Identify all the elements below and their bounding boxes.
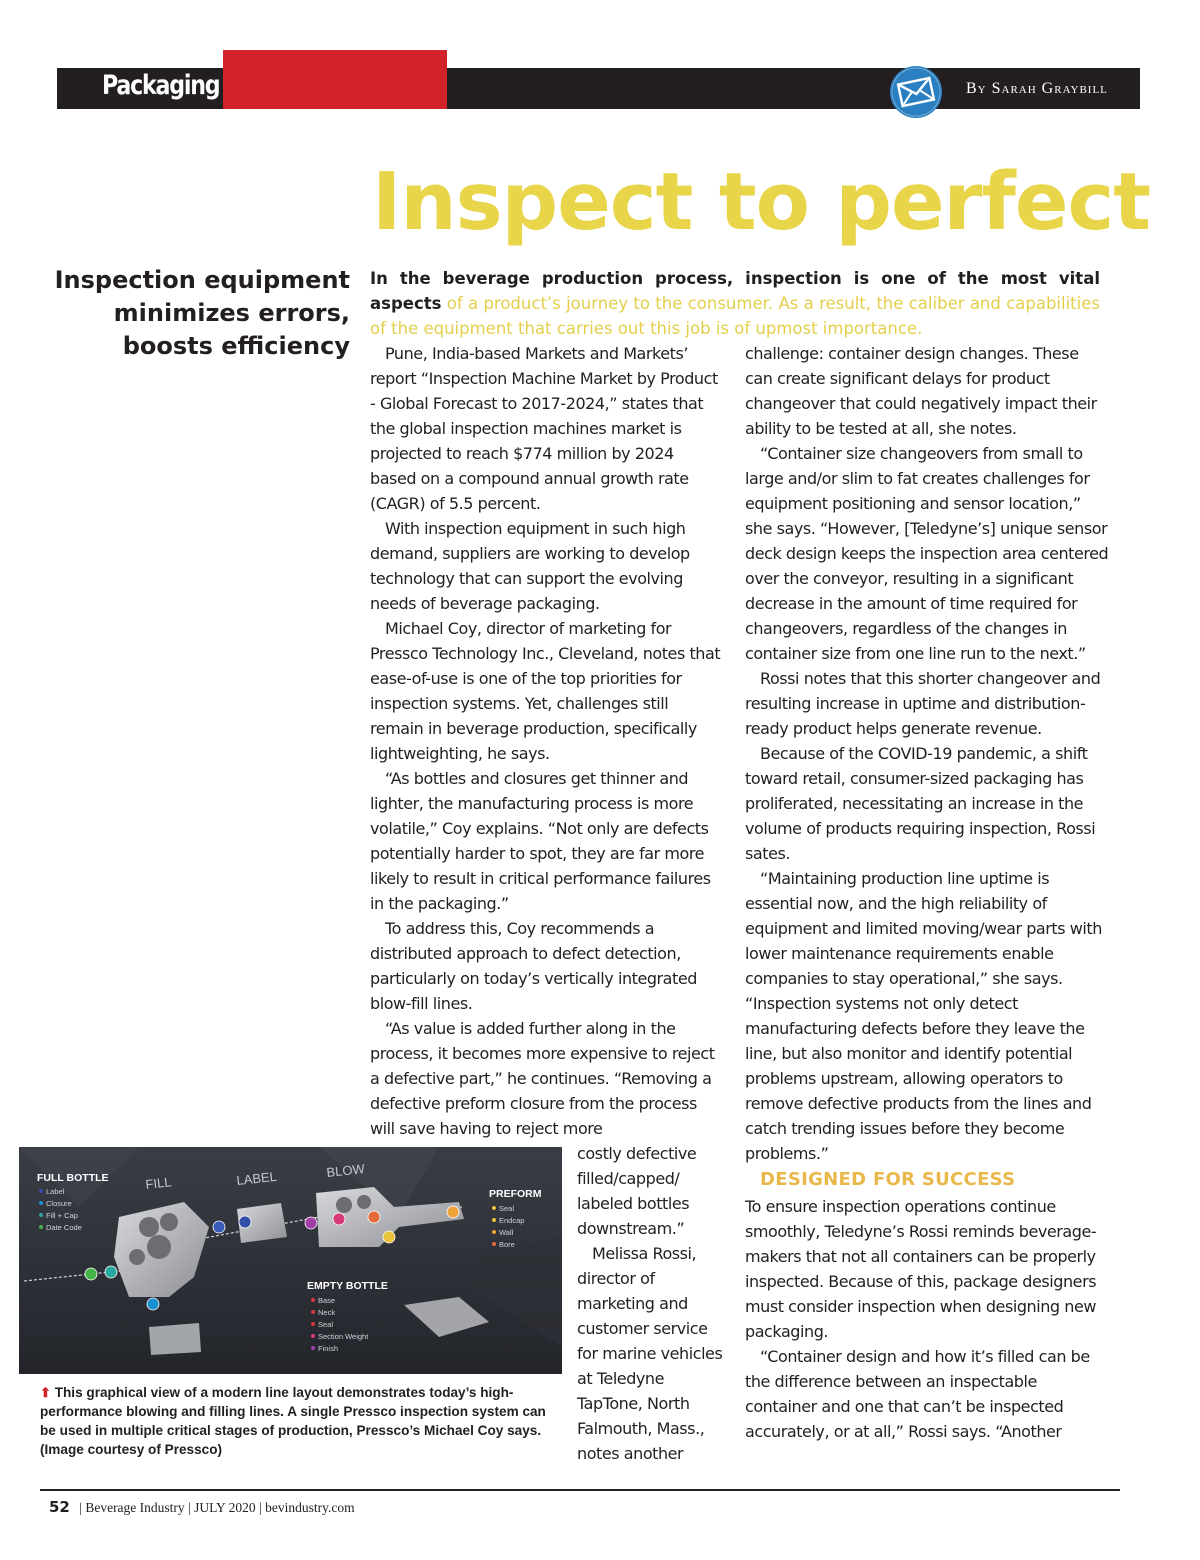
legend-item: Wall	[499, 1228, 514, 1237]
caption-text: This graphical view of a modern line layout demonstrates today’s high-performance blowing and filling lines. A single Pressco inspection system can be used in multiple critical stages of production, Pressco’s Michael Coy says. (Image courtesy of Pressco)	[40, 1385, 546, 1457]
sensor-dot	[239, 1216, 251, 1228]
legend-full-bottle-title: FULL BOTTLE	[37, 1172, 109, 1184]
legend-item: Endcap	[499, 1216, 525, 1225]
legend-item: Section Weight	[318, 1332, 369, 1341]
legend-item: Seal	[499, 1204, 515, 1213]
paragraph: To address this, Coy recommends a distributed approach to defect detection, particularly on today’s vertically integrated blow-fill lines.	[370, 919, 697, 1013]
line-layout-illustration	[19, 1147, 562, 1374]
legend-preform-title: PREFORM	[489, 1188, 542, 1200]
body-column-1	[370, 341, 722, 1141]
figure-caption	[40, 1383, 565, 1459]
paragraph: “As value is added further along in the process, it becomes more expensive to reject a defective part,” he continues. “Removing a defective preform closure from the process will save having to reject more	[370, 1019, 715, 1138]
caret-up-icon: ⬆	[40, 1385, 51, 1400]
section-label: Packaging	[102, 70, 220, 101]
envelope-icon	[887, 66, 945, 118]
intro-rest: of a product’s journey to the consumer. As a result, the caliber and capabilities of the equipment that carries out this job is of upmost importance.	[370, 294, 1100, 338]
stage-label-blow: BLOW	[325, 1161, 366, 1180]
legend-empty-bottle-title: EMPTY BOTTLE	[307, 1280, 388, 1292]
footer-rule	[40, 1489, 1120, 1491]
stage-label-fill: FILL	[144, 1174, 173, 1192]
sensor-dot	[305, 1217, 317, 1229]
paragraph: Because of the COVID-19 pandemic, a shift toward retail, consumer-sized packaging has proliferated, necessitating an increase in the volume of products requiring inspection, Rossi sates.	[745, 744, 1096, 863]
paragraph: “Container size changeovers from small to large and/or slim to fat creates challenges for equipment positioning and sensor location,” she says. “However, [Teledyne’s] unique sensor deck design keeps the inspection area centered over the conveyor, resulting in a significant decrease in the amount of time required for changeovers, regardless of the changes in container size from one line run to the next.”	[745, 444, 1109, 663]
legend-item: Closure	[46, 1199, 72, 1208]
paragraph: costly defective filled/capped/ labeled bottles downstream.”	[577, 1144, 697, 1238]
sensor-dot	[447, 1206, 459, 1218]
legend-item: Label	[46, 1187, 65, 1196]
legend-item: Date Code	[46, 1223, 82, 1232]
body-column-2	[745, 341, 1110, 1444]
article-title: Inspect to perfect	[372, 156, 1151, 248]
legend-item: Fill + Cap	[46, 1211, 78, 1220]
paragraph: To ensure inspection operations continue smoothly, Teledyne’s Rossi reminds beverage-makers that not all containers can be properly inspected. Because of this, package designers must consider inspection when designing new packaging.	[745, 1197, 1097, 1341]
section-subhead: DESIGNED FOR SUCCESS	[760, 1169, 1016, 1190]
sensor-dot	[85, 1268, 97, 1280]
stage-label-label: LABEL	[235, 1168, 278, 1188]
intro-bold: In the beverage production process, inspection is one of the most vital aspects	[370, 269, 1100, 313]
footer-text: | Beverage Industry | JULY 2020 | bevindustry.com	[79, 1500, 355, 1515]
legend-item: Seal	[318, 1320, 334, 1329]
sensor-dot	[213, 1221, 225, 1233]
sensor-dot	[333, 1213, 345, 1225]
byline: By Sarah Graybill	[966, 80, 1108, 97]
paragraph: “Maintaining production line uptime is essential now, and the high reliability of equipment and limited moving/wear parts with lower maintenance requirements enable companies to stay operational,” she says. “Inspection systems not only detect manufacturing defects before they leave the line, but also monitor and identify potential problems upstream, allowing operators to remove defective products from the lines and catch trending issues before they become problems.”	[745, 869, 1102, 1163]
legend-item: Finish	[318, 1344, 339, 1353]
paragraph: Rossi notes that this shorter changeover and resulting increase in uptime and distribution-ready product helps generate revenue.	[745, 669, 1101, 738]
paragraph: challenge: container design changes. These can create significant delays for product changeover that could negatively impact their ability to be tested at all, she notes.	[745, 344, 1097, 438]
paragraph: “As bottles and closures get thinner and lighter, the manufacturing process is more volatile,” Coy explains. “Not only are defects potentially harder to spot, they are far more likely to result in critical performance failures in the packaging.”	[370, 769, 711, 913]
full-bottle-station	[149, 1323, 201, 1355]
paragraph: “Container design and how it’s filled can be the difference between an inspectable container and one that can’t be inspected accurately, or at all,” Rossi says. “Another	[745, 1347, 1090, 1441]
paragraph: Michael Coy, director of marketing for Pressco Technology Inc., Cleveland, notes that ease-of-use is one of the top priorities for inspection systems. Yet, challenges still remain in beverage production, specifically lightweighting, he says.	[370, 619, 721, 763]
article-intro	[370, 266, 1100, 341]
page-footer	[49, 1498, 355, 1516]
sensor-dot	[368, 1211, 380, 1223]
sensor-dot	[383, 1231, 395, 1243]
sensor-dot	[105, 1266, 117, 1278]
header-red-block	[223, 50, 447, 109]
body-column-1-continued	[577, 1141, 729, 1466]
legend-item: Neck	[318, 1308, 336, 1317]
article-deck: Inspection equipment minimizes errors, boosts efficiency	[54, 266, 350, 360]
page-number: 52	[49, 1498, 70, 1516]
sensor-dot	[147, 1298, 159, 1310]
paragraph: Melissa Rossi, director of marketing and customer service for marine vehicles at Teledyne TapTone, North Falmouth, Mass., notes another	[577, 1244, 723, 1463]
legend-item: Bore	[499, 1240, 515, 1249]
paragraph: Pune, India-based Markets and Markets’ report “Inspection Machine Market by Product - Global Forecast to 2017-2024,” states that the global inspection machines market is projected to reach $774 million by 2024 based on a compound annual growth rate (CAGR) of 5.5 percent.	[370, 344, 718, 513]
paragraph: With inspection equipment in such high demand, suppliers are working to develop technology that can support the evolving needs of beverage packaging.	[370, 519, 690, 613]
legend-item: Base	[318, 1296, 336, 1305]
